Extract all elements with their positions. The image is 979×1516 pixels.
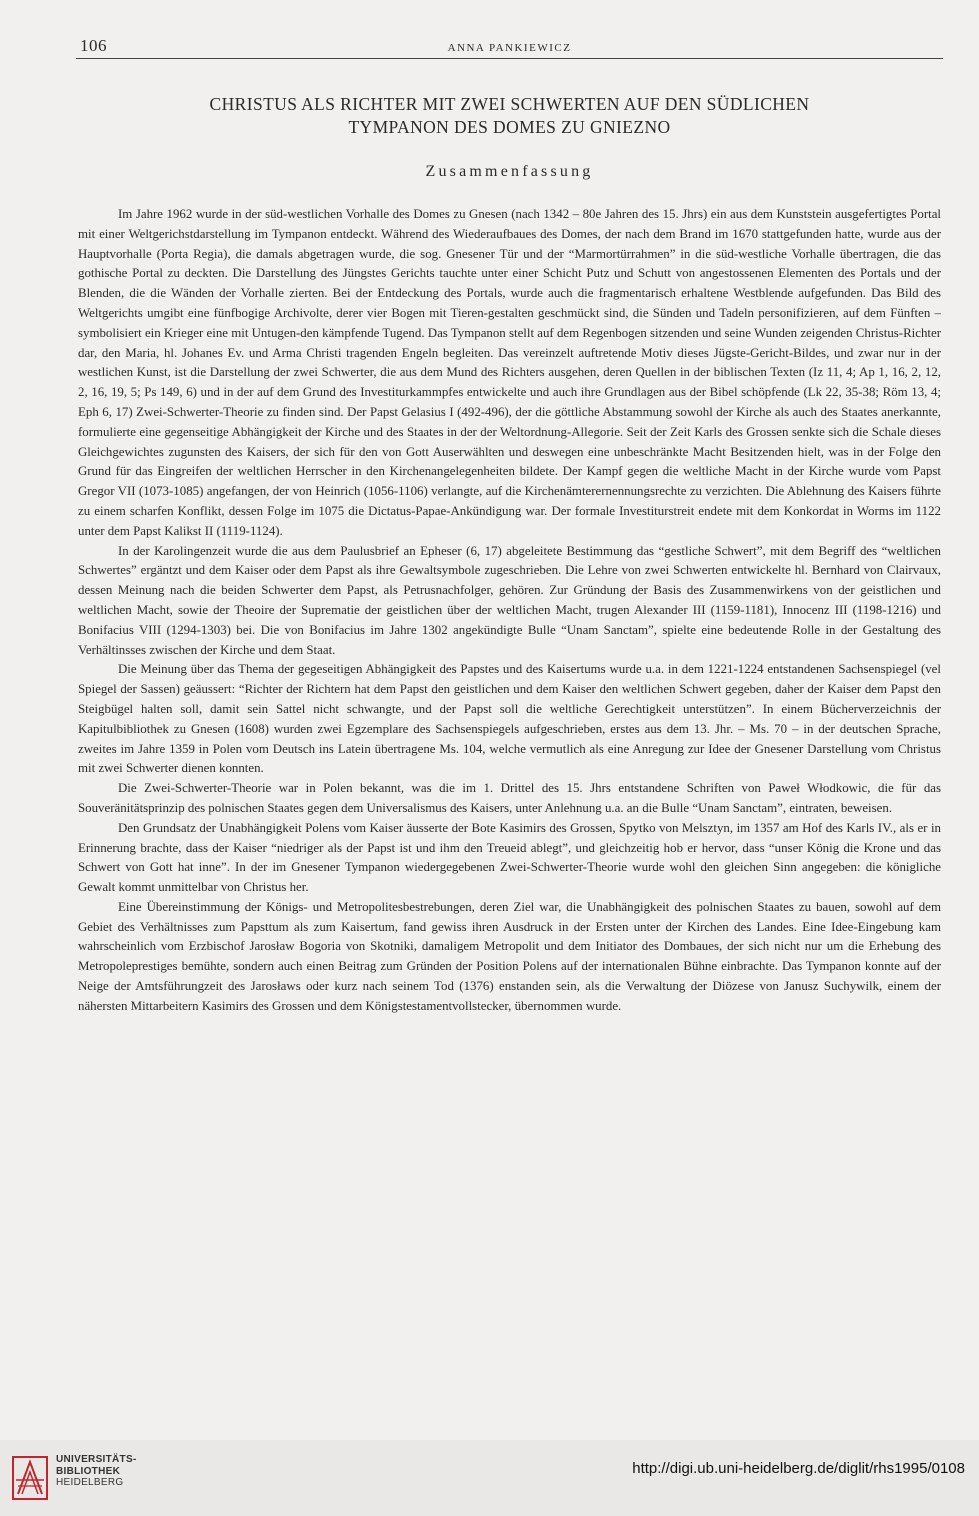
paragraph-2: In der Karolingenzeit wurde die aus dem Paulusbrief an Epheser (6, 17) abgeleitete Bestimmung das “gestliche Schwert”, mit dem Begriff des “weltlichen Schwertes” ergäntzt und dem Kaiser oder dem Papst als ihre Gewaltsymbole zugeschrieben. Die Lehre von zwei Schwerten entwickelte hl. Bernhard von Clairvaux, dessen Meinung nach die beiden Schwerter dem Papst, als Petrusnachfolger, gehören. Zur Gründung der Basis des Zusammenwirkens von der geistlichen und weltlichen Macht, sowie der Theoire der Suprematie der geistlichen über der weltlichen Macht, trugen Alexander III (1159-1181), Innocenz III (1198-1216) und Bonifacius VIII (1294-1303) bei. Die von Bonifacius im Jahre 1302 angekündigte Bulle “Unam Sanctam”, spielte eine bedeutende Rolle in der Gestaltung des Verhältinsses zwischen der Kirche und dem Staat.	[78, 543, 941, 657]
paragraph-6: Eine Übereinstimmung der Königs- und Metropolitesbestrebungen, deren Ziel war, die Unabhängigkeit des polnischen Staates zu bauen, sowohl auf dem Gebiet des Verhältnisses zum Papsttum als zum Kaisertum, fand gewiss ihren Ausdruck in der Ersten unter der Kirchen des Landes. Eine Idee-Eingebung kam wahrscheinlich vom Erzbischof Jarosław Bogoria von Skotniki, damaligem Metropolit und dem Initiator des Dombaues, der sich nicht nur um die Erhebung des Metropoleprestiges bemühte, sondern auch einen Beitrag zum Gründen der Position Polens auf der internationalen Bühne einbrachte. Das Tympanon konnte auf der Neige der Amtsführungzeit des Jarosławs oder kurz nach seinem Tod (1376) enstanden sein, als die Verwaltung der Diözese von Janusz Suchywilk, einem der nähersten Mittarbeitern Kasimirs des Grossen und dem Königstestamentvollstecker, übernommen wurde.	[78, 899, 941, 1013]
page-header	[76, 36, 943, 59]
title-line-1: CHRISTUS ALS RICHTER MIT ZWEI SCHWERTEN AUF DEN SÜDLICHEN	[209, 94, 810, 114]
page-number: 106	[80, 36, 107, 55]
digitization-footer	[0, 1440, 979, 1516]
paragraph-3: Die Meinung über das Thema der gegeseitigen Abhängigkeit des Papstes und des Kaisertums wurde u.a. in dem 1221-1224 entstandenen Sachsenspiegel (vel Spiegel der Sassen) geäussert: “Richter der Richtern hat dem Papst den geistlichen und dem Kaiser den weltlichen Schwert gegeben, daher der Kaiser dem Papst den Steigbügel halten soll, damit sein Sattel nicht schwangte, und der Papst soll die weltliche Gerechtigkeit unterstützen”. In einem Bücherverzeichnis der Kapitulbibliothek zu Gnesen (1608) wurden zwei Egzemplare des Sachsenspiegels aufgeschrieben, erstes aus dem 13. Jhr. – Ms. 70 – in der deutschen Sprache, zweites im Jahre 1359 in Polen vom Deutsch ins Latein übertragene Ms. 104, welche vermutlich als eine Anregung zur Idee der Gnesener Darstellung vom Christus mit zwei Schwerter dienen konnten.	[78, 662, 941, 776]
library-name-line-2: BIBLIOTHEK	[56, 1465, 121, 1477]
source-url-link[interactable]: http://digi.ub.uni-heidelberg.de/diglit/rhs1995/0108	[632, 1460, 965, 1477]
title-line-2: TYMPANON DES DOMES ZU GNIEZNO	[348, 117, 671, 138]
paragraph-4: Die Zwei-Schwerter-Theorie war in Polen bekannt, was die im 1. Drittel des 15. Jhrs entstandene Schriften von Paweł Włodkowic, die für das Souveränitätsprinzip des polnischen Staates gegen dem Universalismus des Kaisers, unter Anlehnung u.a. an die Bulle “Unam Sanctam”, eintraten, beweisen.	[78, 781, 941, 815]
running-head: ANNA PANKIEWICZ	[447, 42, 572, 54]
article-title	[76, 93, 943, 140]
library-name	[56, 1454, 137, 1489]
article-subtitle: Zusammenfassung	[425, 163, 594, 180]
paragraph-1: Im Jahre 1962 wurde in der süd-westlichen Vorhalle des Domes zu Gnesen (nach 1342 – 80e Jahren des 15. Jhrs) ein aus dem Kunststein ausgefertigtes Portal mit einer Weltgerichstdarstellung im Tympanon entdeckt. Während des Wiederaufbaues des Domes, der nach dem Brand im 1670 stattgefunden hatte, wurde aus der Hauptvorhalle (Porta Regia), die damals abgetragen wurde, die sog. Gnesener Tür und der “Marmortürrahmen” in die süd-westliche Vorhalle übertragen, die das gothische Portal zu deckten. Die Darstellung des Jüngstes Gerichts tauchte unter einer Schicht Putz und Schutt von angestossenen Elementen des Portals und der Blenden, die die Wänden der Vorhalle zierten. Bei der Entdeckung des Portals, wurde auch die fragmentarisch erhaltene Westblende aufgefunden. Das Bild des Weltgerichts umgibt eine fünfbogige Archivolte, derer vier Bogen mit Tieren-gestalten geschmückt sind, die Sünden und Tadeln personifizieren, auf dem Fünften – symbolisiert ein Krieger eine mit Untugen-den kämpfende Tugend. Das Tympanon stellt auf dem Regenbogen sitzenden und seine Wunden zeigenden Christus-Richter dar, den Maria, hl. Johanes Ev. und Arma Christi tragenden Engeln begleiten. Das vereinzelt auftretende Motiv dieses Jügste-Gericht-Bildes, und zwar nur in der westlichen Kunst, ist die Darstellung der zwei Schwerter, die aus dem Mund des Richters ausgehen, deren Quellen in der biblischen Texten (Iz 11, 4; Ap 1, 16, 2, 12, 2, 16, 19, 5; Ps 149, 6) und in der auf dem Grund des Investiturkammpfes entwickelte und auch ihre Grundlagen aus der Bibel schöpfende (Lk 22, 35-38; Röm 13, 4; Eph 6, 17) Zwei-Schwerter-Theorie zu finden sind. Der Papst Gelasius I (492-496), der die göttliche Abstammung sowohl der Kirche als auch des Staates anerkannte, formulierte eine gegenseitige Abhängigkeit der Kirche und des Staates in der der Weltordnung-Allegorie. Seit der Zeit Karls des Grossen senkte sich die Schale dieses Gleichgewichtes zugunsten des Kaisers, der sich für den von Gott Auserwählten und deswegen eine unbeschränkte Macht Besitzenden hielt, was in der Folge den Grund für das Eingreifen der weltlichen Herrscher in den Kirchenangelegenheiten bildete. Der Kampf gegen die weltliche Macht in der Kirche wurde vom Papst Gregor VII (1073-1085) angefangen, der von Heinrich (1056-1106) verlangte, auf die Kirchenämterernennungsrechte zu verzichten. Die Ablehnung des Kaisers führte zu einem scharfen Konflikt, dessen Folge im 1075 die Dictatus-Papae-Ankündigung war. Der formale Investiturstreit endete mit dem Konkordat in Worms im 1122 unter dem Papst Kalikst II (1119-1124).	[78, 207, 942, 538]
paragraph-5: Den Grundsatz der Unabhängigkeit Polens vom Kaiser äusserte der Bote Kasimirs des Grossen, Spytko von Melsztyn, im 1357 am Hof des Karls IV., als er in Erinnerung brachte, dass der Kaiser “niedriger als der Papst ist und ihm den Treueid ablegt”, und gleichzeitig hob er hervor, dass “unser König die Krone und das Schwert von Gott hat inne”. In der im Gnesener Tympanon wiedergegebenen Zwei-Schwerter-Theorie wurde wohl den gleichen Sinn angegeben: die königliche Gewalt kommt unmittelbar von Christus her.	[78, 820, 941, 895]
library-name-line-1: UNIVERSITÄTS-	[56, 1454, 137, 1465]
article-body	[78, 205, 941, 1017]
university-library-logo-icon	[12, 1456, 48, 1500]
library-name-line-3: HEIDELBERG	[56, 1477, 124, 1488]
